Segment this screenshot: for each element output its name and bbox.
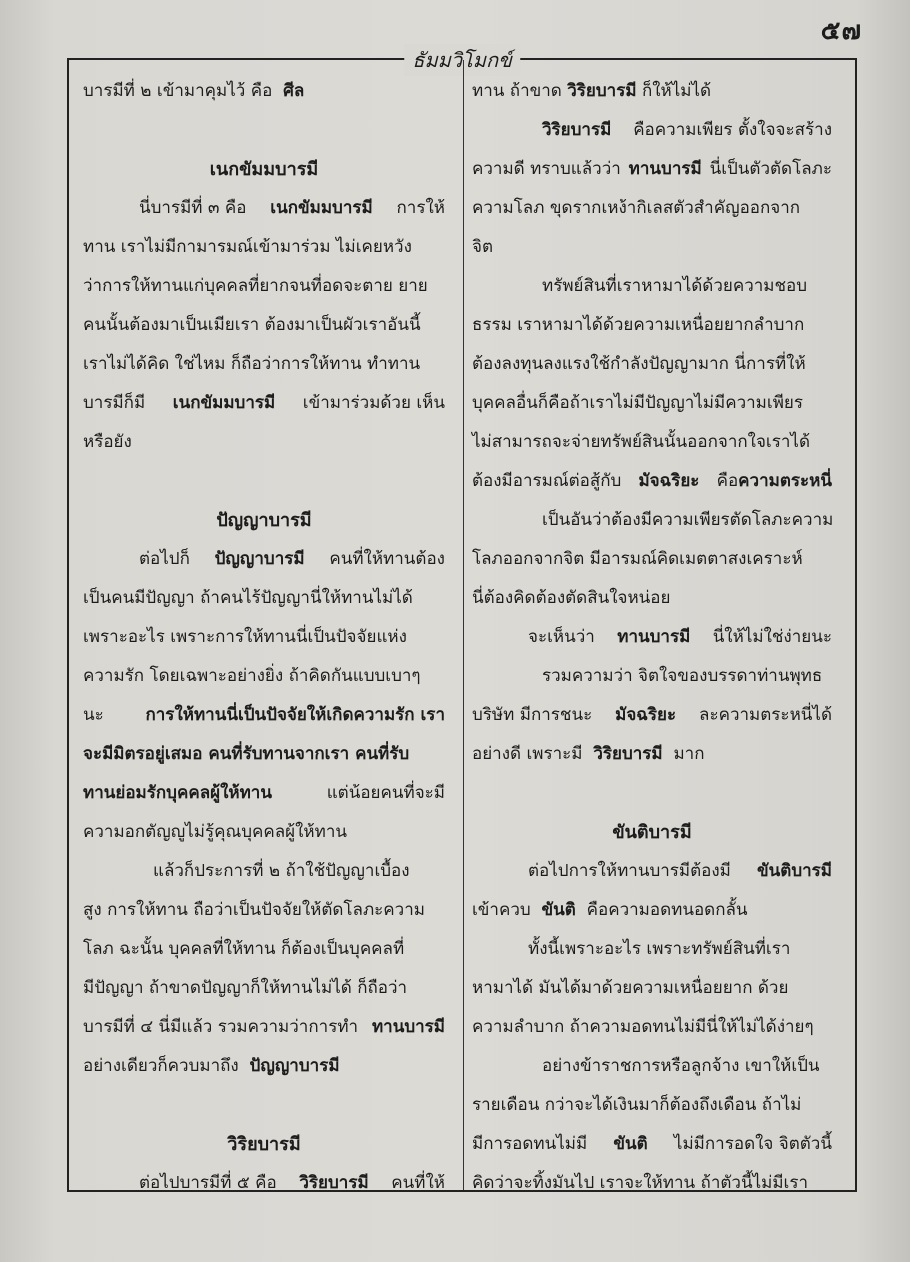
text-span: คือความอดทนอดกลั้น [586,900,748,920]
text-line: ว่าการให้ทานแก่บุคคลที่ยากจนที่อดจะตาย ยาย [83,276,428,296]
text-span: เข้าควบ [472,900,531,920]
text-span: เข้ามาร่วมด้วย เห็น [302,393,445,413]
text-line: คนนั้นต้องมาเป็นเมียเรา ต้องมาเป็นผัวเราอันนี้ [83,315,421,335]
text-line: ความรัก โดยเฉพาะอย่างยิ่ง ถ้าคิดกันแบบเบาๆ [83,666,421,686]
bold-term: ศีล [283,81,305,101]
text-line: ไม่สามารถจะจ่ายทรัพย์สินนั้นออกจากใจเราได้ [472,432,811,452]
page-number: ๕๗ [820,16,862,46]
text-line: โลภ ฉะนั้น บุคคลที่ให้ทาน ก็ต้องเป็นบุคคลที่ [83,939,405,959]
text-line: เราไม่ได้คิด ใช่ไหม ก็ถือว่าการให้ทาน ทำทาน [83,354,421,374]
text-span: ต้องมีอารมณ์ต่อสู้กับ [472,471,622,491]
bold-term: การให้ทานนี่เป็นปัจจัยให้เกิดความรัก เรา [145,705,445,725]
text-span: ทาน ถ้าขาด [472,81,562,101]
text-line [472,852,832,891]
text-span: มาก [673,744,705,764]
text-span: คือความเพียร ตั้งใจจะสร้าง [633,120,832,140]
bold-term: วิริยบารมี [542,120,612,140]
bold-term: ความตระหนี่ [738,471,832,491]
text-line: บุคคลอื่นก็คือถ้าเราไม่มีปัญญาไม่มีความเพียร [472,393,803,413]
text-line: หรือยัง [83,432,132,452]
text-span: บารมีที่ ๔ นี่มีแล้ว รวมความว่าการทำ [83,1017,359,1037]
text-line [472,462,832,501]
text-span: บารมีก็มี [83,393,146,413]
text-span: มีการอดทนไม่มี [472,1134,588,1154]
text-line: มีปัญญา ถ้าขาดปัญญาก็ให้ทานไม่ได้ ก็ถือว่า [83,978,408,998]
text-span: นี่ให้ไม่ใช่ง่ายนะ [712,627,832,647]
text-span: นี่เป็นตัวตัดโลภะ [709,159,832,179]
text-line [83,384,445,423]
bold-term: ขันติบารมี [757,861,832,881]
text-line: ทั้งนี้เพราะอะไร เพราะทรัพย์สินที่เรา [528,939,791,959]
text-line [472,1125,832,1164]
text-line [472,111,832,150]
bold-term: มัจฉริยะ [615,705,677,725]
bold-term: ปัญญาบารมี [249,1056,340,1076]
text-line [472,891,832,930]
text-line: ความโลภ ขุดรากเหง้ากิเลสตัวสำคัญออกจาก [472,198,801,218]
section-heading: วิริยบารมี [227,1134,301,1155]
bold-term: ทานบารมี [617,627,691,647]
bold-term: ทานบารมี [628,159,702,179]
text-line: ทาน เราไม่มีกามารมณ์เข้ามาร่วม ไม่เคยหวัง [83,237,412,257]
text-line [83,1047,445,1086]
text-span: นี่บารมีที่ ๓ คือ [139,198,247,218]
text-line: ความลำบาก ถ้าความอดทนไม่มีนี่ให้ไม่ได้ง่ายๆ [472,1017,814,1037]
text-span: แต่น้อยคนที่จะมี [326,783,445,803]
text-line: สูง การให้ทาน ถือว่าเป็นปัจจัยให้ตัดโลภะความ [83,900,425,920]
bold-term: ขันติ [613,1134,648,1154]
bold-term: ปัญญาบารมี [214,549,305,569]
bold-term: วิริยบารมี [593,744,663,764]
text-span: ต่อไปบารมีที่ ๕ คือ [139,1173,277,1193]
text-line [472,696,832,735]
text-span: บารมีที่ ๒ เข้ามาคุมไว้ คือ [83,81,273,101]
text-line: เพราะอะไร เพราะการให้ทานนี่เป็นปัจจัยแห่ง [83,627,407,647]
text-span: การให้ [396,198,445,218]
text-span: อย่างเดียวก็ควบมาถึง [83,1056,239,1076]
bold-term: เนกขัมมบารมี [270,198,373,218]
text-span: ต่อไปก็ [139,549,190,569]
bold-term: ทานย่อมรักบุคคลผู้ให้ทาน [83,783,272,803]
text-line: รวมความว่า จิตใจของบรรดาท่านพุทธ [542,666,823,686]
bold-term: ขันติ [541,900,576,920]
text-span: ต่อไปการให้ทานบารมีต้องมี [528,861,731,881]
text-line: โลภออกจากจิต มีอารมณ์คิดเมตตาสงเคราะห์ [472,549,803,569]
text-line [83,72,445,111]
text-span: จะเห็นว่า [528,627,595,647]
text-span: ความดี ทราบแล้วว่า [472,159,621,179]
bold-term: วิริยบารมี [567,81,637,101]
text-frame [67,48,857,1193]
text-line [472,618,832,657]
section-heading: ขันติบารมี [612,822,692,843]
text-line [83,696,445,735]
text-span: ไม่มีการอดใจ จิตตัวนี้ [673,1134,832,1154]
text-line: เป็นอันว่าต้องมีความเพียรตัดโลภะความ [542,510,834,530]
text-line [83,1008,445,1047]
section-heading: เนกขัมมบารมี [209,159,319,180]
text-line: อย่างข้าราชการหรือลูกจ้าง เขาให้เป็น [542,1056,820,1076]
text-line: แล้วก็ประการที่ ๒ ถ้าใช้ปัญญาเบื้อง [153,861,410,881]
text-line: ความอกตัญญูไม่รู้คุณบุคคลผู้ให้ทาน [83,822,348,842]
text-span: อย่างดี เพราะมี [472,744,583,764]
text-line [83,774,445,813]
running-header: ธัมมวิโมกข์ [404,44,520,76]
column-divider [463,60,464,1190]
text-line: เป็นคนมีปัญญา ถ้าคนไร้ปัญญานี่ให้ทานไม่ได้ [83,588,413,608]
text-span: นะ [83,705,104,725]
text-span: คือ [716,471,739,491]
text-line: จะมีมิตรอยู่เสมอ คนที่รับทานจากเรา คนที่รับ [83,744,410,764]
section-heading: ปัญญาบารมี [216,510,312,531]
text-line: ต้องลงทุนลงแรงใช้กำลังปัญญามาก นี่การที่ให้ [472,354,806,374]
text-line [83,540,445,579]
text-span: ละความตระหนี่ได้ [699,705,832,725]
text-line: นี่ต้องคิดต้องตัดสินใจหน่อย [472,588,671,608]
text-line: คิดว่าจะทิ้งมันไป เราจะให้ทาน ถ้าตัวนี้ไม่มีเรา [472,1173,809,1193]
text-line [83,189,445,228]
text-line [83,1164,445,1203]
text-span: คนที่ให้ [391,1173,445,1193]
text-line: รายเดือน กว่าจะได้เงินมาก็ต้องถึงเดือน ถ้าไม่ [472,1095,802,1115]
text-span: ก็ให้ไม่ได้ [641,81,712,101]
bold-term: วิริยบารมี [299,1173,369,1193]
bold-term: เนกขัมมบารมี [172,393,276,413]
bold-term: มัจฉริยะ [638,471,700,491]
text-line: ธรรม เราหามาได้ด้วยความเหนื่อยยากลำบาก [472,315,805,335]
text-span: คนที่ให้ทานต้อง [329,549,445,569]
text-span: บริษัท มีการชนะ [472,705,593,725]
text-line [472,150,832,189]
bold-term: ทานบารมี [371,1017,445,1037]
right-column [472,72,832,1203]
text-line: หามาได้ มันได้มาด้วยความเหนื่อยยาก ด้วย [472,978,789,998]
text-line [472,72,832,111]
text-line: ทรัพย์สินที่เราหามาได้ด้วยความชอบ [542,276,808,296]
text-line [472,735,832,774]
left-column [83,72,445,1203]
text-span [717,462,832,501]
text-line: จิต [472,237,494,257]
